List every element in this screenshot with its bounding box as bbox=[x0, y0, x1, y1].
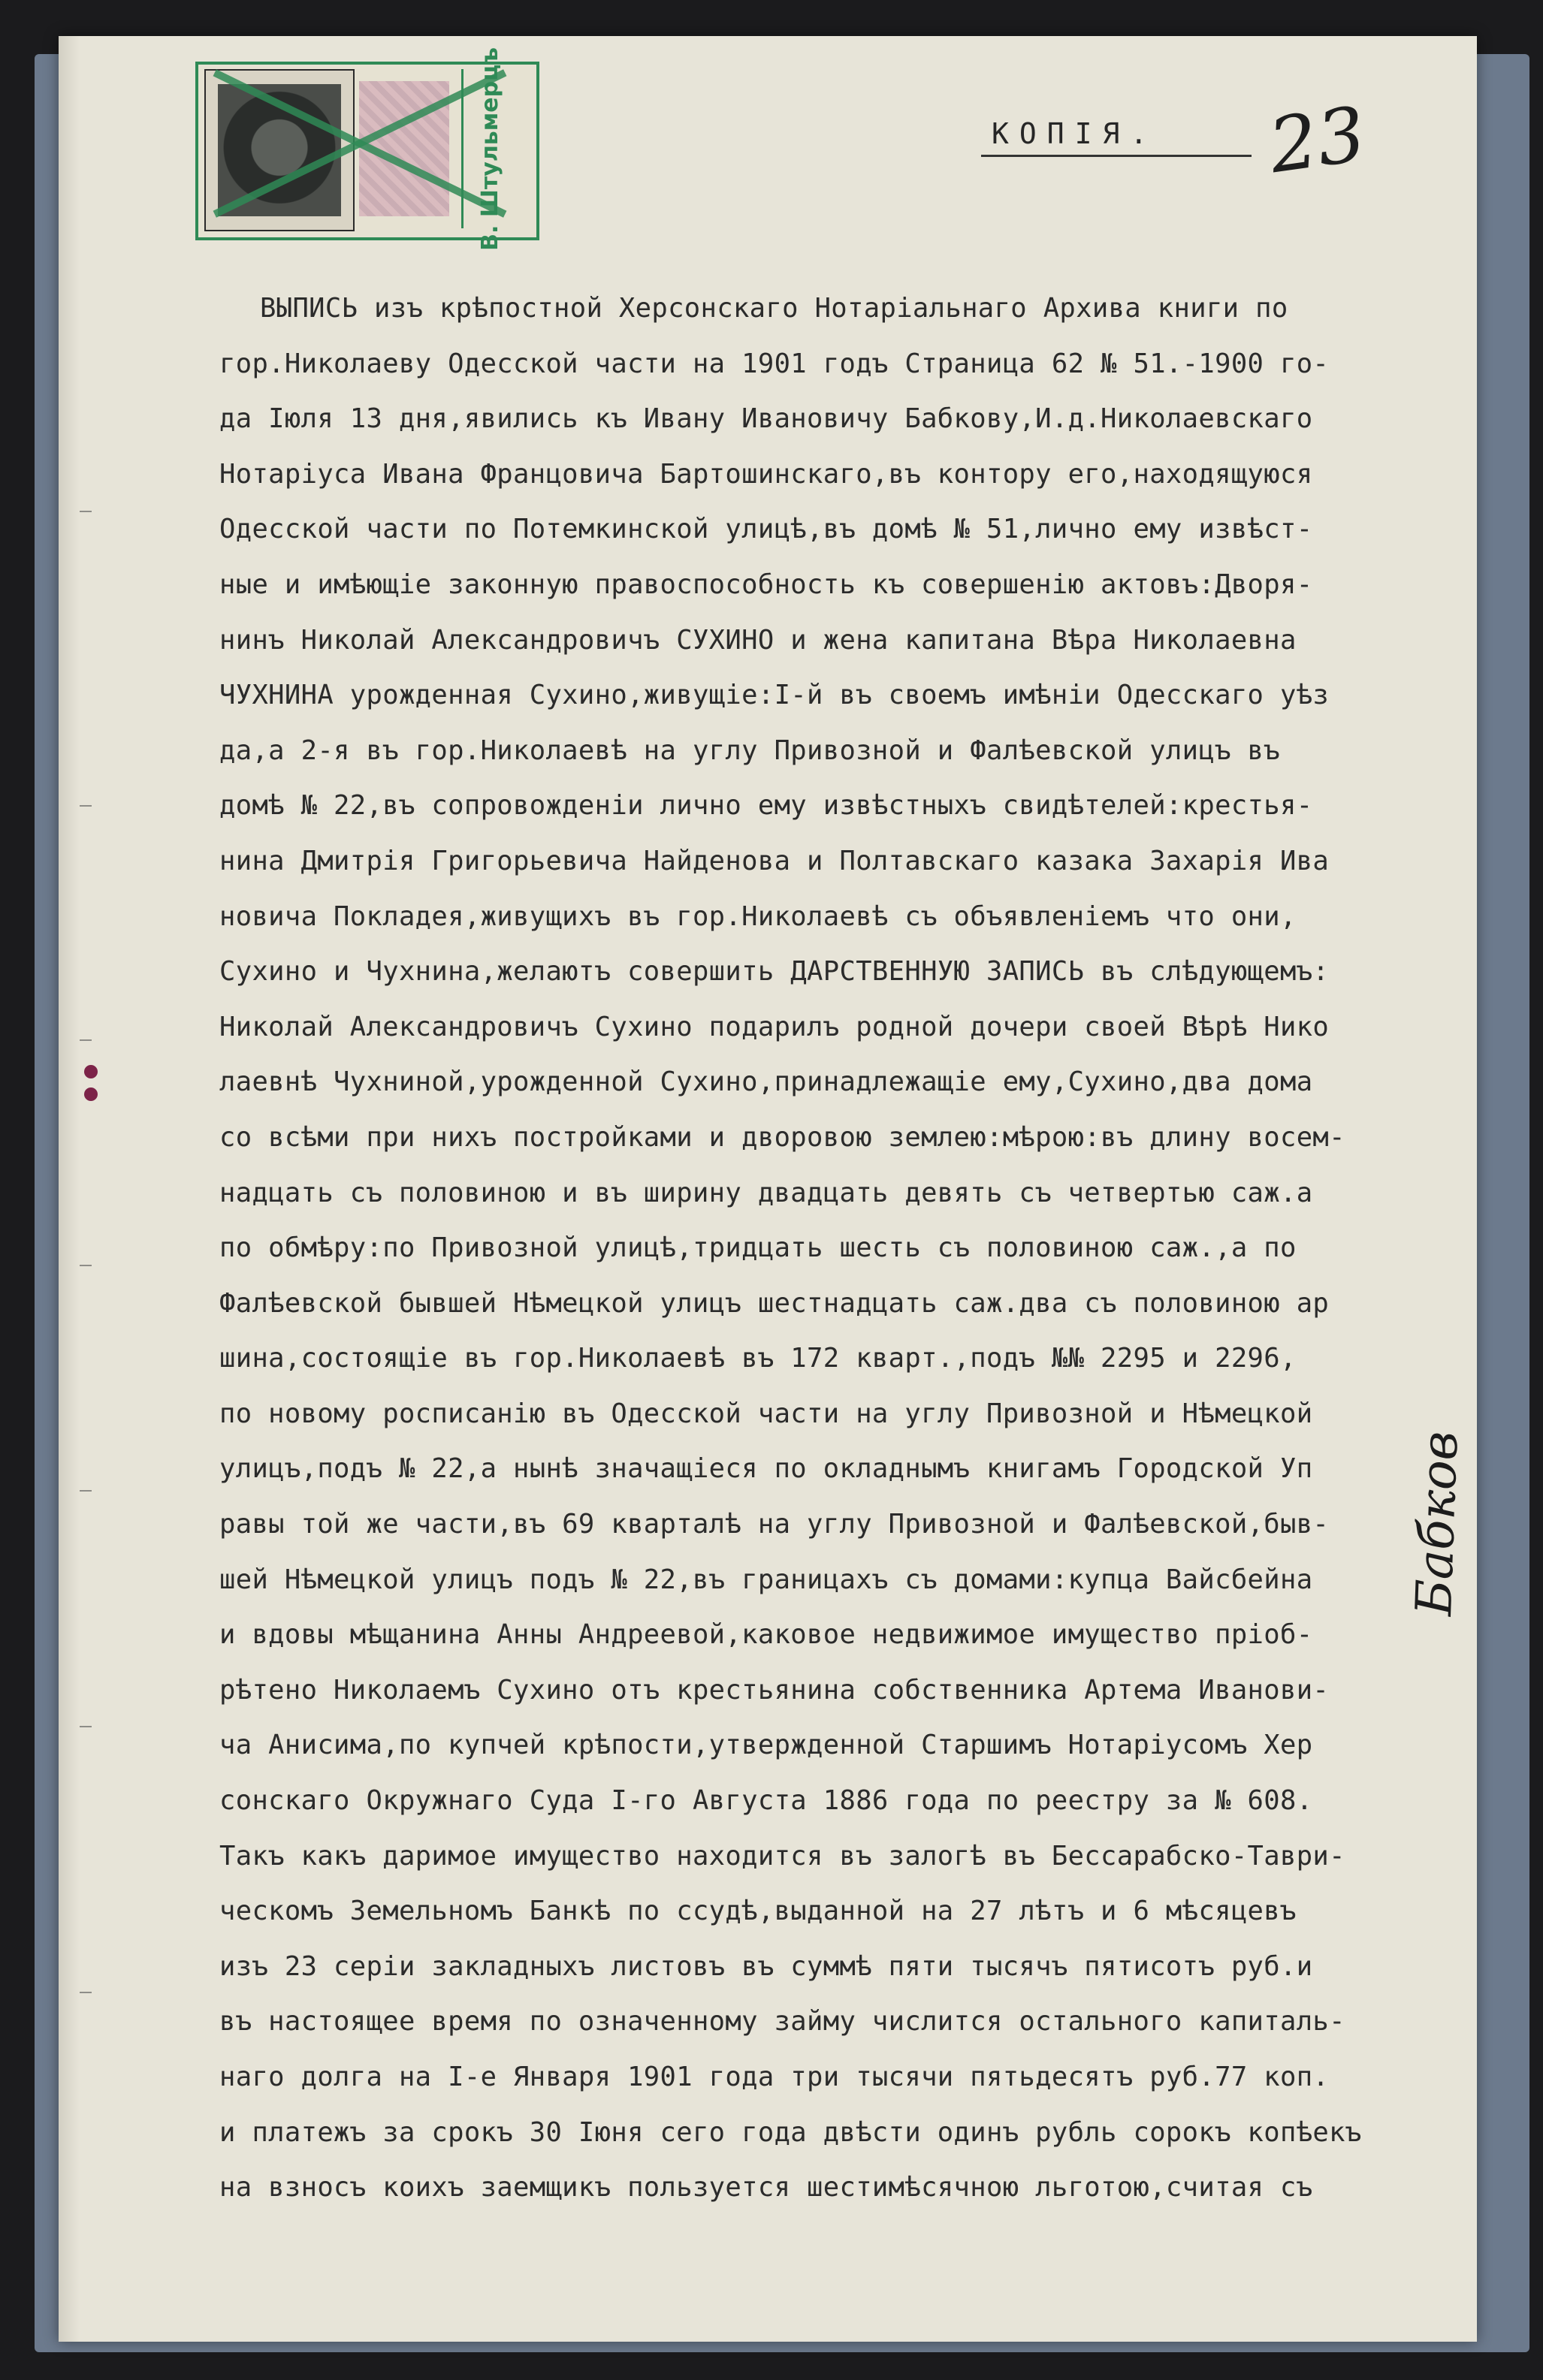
text-line: ВЫПИСЬ изъ крѣпостной Херсонскаго Нотаріальнаго Архива книги по bbox=[260, 293, 1288, 324]
text-line: нина Дмитрія Григорьевича Найденова и Полтавскаго казака Захарія Ива bbox=[219, 845, 1330, 876]
text-line: Такъ какъ даримое имущество находится въ залогѣ въ Бессарабско-Таври- bbox=[219, 1840, 1345, 1872]
text-line: ча Анисима,по купчей крѣпости,утвержденной Старшимъ Нотаріусомъ Хер bbox=[219, 1730, 1313, 1761]
text-line: шей Нѣмецкой улицъ подъ № 22,въ границахъ съ домами:купца Вайсбейна bbox=[219, 1564, 1313, 1595]
handwritten-signature: Бабков bbox=[1405, 1430, 1469, 1617]
text-line: ЧУХНИНА урожденная Сухино,живущіе:І-й въ своемъ имѣніи Одесскаго уѣз bbox=[219, 680, 1330, 711]
margin-tick bbox=[80, 805, 92, 807]
text-line: наго долга на І-е Января 1901 года три тысячи пятьдесятъ руб.77 коп. bbox=[219, 2062, 1330, 2092]
document-body bbox=[219, 281, 1496, 2216]
text-line: равы той же части,въ 69 кварталѣ на углу Привозной и Фалѣевской,быв- bbox=[219, 1509, 1330, 1540]
text-line: шина,состоящіе въ гор.Николаевѣ въ 172 кварт.,подъ №№ 2295 и 2296, bbox=[219, 1343, 1297, 1374]
page-number: 23 bbox=[1264, 89, 1371, 191]
text-line: нинъ Николай Александровичъ СУХИНО и жена капитана Вѣра Николаевна bbox=[219, 624, 1297, 656]
text-line: сонскаго Окружнаго Суда І-го Августа 1886 года по реестру за № 608. bbox=[219, 1785, 1313, 1817]
text-line: ные и имѣющіе законную правоспособность къ совершенію актовъ:Дворя- bbox=[219, 569, 1313, 600]
text-line: и вдовы мѣщанина Анны Андреевой,каковое недвижимое имущество пріоб- bbox=[219, 1619, 1313, 1651]
text-line: надцать съ половиною и въ ширину двадцать девять съ четвертью саж.а bbox=[219, 1177, 1313, 1208]
text-line: да Іюля 13 дня,явились къ Ивану Ивановичу Бабкову,И.д.Николаевскаго bbox=[219, 403, 1313, 435]
text-line: гор.Николаеву Одесской части на 1901 годъ Страница 62 № 51.-1900 го- bbox=[219, 348, 1330, 379]
revenue-stamp bbox=[195, 47, 539, 251]
text-line: Нотаріуса Ивана Францовича Бартошинскаго,въ контору его,находящуюся bbox=[219, 458, 1313, 490]
stamp-name: В. Штульмерцъ bbox=[476, 47, 503, 251]
text-line: Сухино и Чухнина,желаютъ совершить ДАРСТВЕННУЮ ЗАПИСЬ въ слѣдующемъ: bbox=[219, 956, 1330, 988]
text-line: лаевнѣ Чухниной,урожденной Сухино,принадлежащіе ему,Сухино,два дома bbox=[219, 1066, 1313, 1098]
text-line: и платежъ за срокъ 30 Іюня сего года двѣсти одинъ рубль сорокъ копѣекъ bbox=[219, 2116, 1362, 2148]
text-line: по новому росписанію въ Одесской части на углу Привозной и Нѣмецкой bbox=[219, 1398, 1313, 1429]
text-line: ческомъ Земельномъ Банкѣ по ссудѣ,выданной на 27 лѣтъ и 6 мѣсяцевъ bbox=[219, 1896, 1297, 1927]
text-line: на взносъ коихъ заемщикъ пользуется шестимѣсячною льготою,считая съ bbox=[219, 2172, 1313, 2204]
text-line: со всѣми при нихъ постройками и дворовою землею:мѣрою:въ длину восем- bbox=[219, 1121, 1345, 1153]
text-line: улицъ,подъ № 22,а нынѣ значащіеся по окладнымъ книгамъ Городской Уп bbox=[219, 1453, 1313, 1485]
text-line: новича Покладея,живущихъ въ гор.Николаевѣ съ объявленіемъ что они, bbox=[219, 900, 1297, 932]
text-line: домѣ № 22,въ сопровожденіи лично ему извѣстныхъ свидѣтелей:крестья- bbox=[219, 790, 1313, 822]
margin-tick bbox=[80, 1265, 92, 1266]
text-line: рѣтено Николаемъ Сухино отъ крестьянина собственника Артема Иванови- bbox=[219, 1674, 1330, 1706]
margin-tick bbox=[80, 1490, 92, 1492]
text-line: да,а 2-я въ гор.Николаевѣ на углу Привозной и Фалѣевской улицъ въ bbox=[219, 735, 1280, 766]
document-title: КОПІЯ. bbox=[992, 117, 1158, 150]
binder-thread-mark bbox=[84, 1087, 98, 1101]
text-line: Николай Александровичъ Сухино подарилъ родной дочери своей Вѣрѣ Нико bbox=[219, 1011, 1330, 1042]
text-line: Фалѣевской бывшей Нѣмецкой улицъ шестнадцать саж.два съ половиною ар bbox=[219, 1287, 1330, 1319]
text-line: Одесской части по Потемкинской улицѣ,въ домѣ № 51,лично ему извѣст- bbox=[219, 514, 1313, 545]
stamp-name-panel bbox=[461, 47, 516, 251]
margin-tick bbox=[80, 1726, 92, 1727]
text-line: въ настоящее время по означенному займу числится остального капиталь- bbox=[219, 2006, 1345, 2038]
margin-tick bbox=[80, 1992, 92, 1993]
margin-tick bbox=[80, 511, 92, 512]
binder-thread-mark bbox=[84, 1065, 98, 1078]
text-line: по обмѣру:по Привозной улицѣ,тридцать шесть съ половиною саж.,а по bbox=[219, 1232, 1297, 1264]
margin-ticks bbox=[65, 36, 93, 2342]
title-underline bbox=[981, 155, 1252, 157]
margin-tick bbox=[80, 1039, 92, 1041]
text-line: изъ 23 серіи закладныхъ листовъ въ суммѣ пяти тысячъ пятисотъ руб.и bbox=[219, 1950, 1313, 1982]
